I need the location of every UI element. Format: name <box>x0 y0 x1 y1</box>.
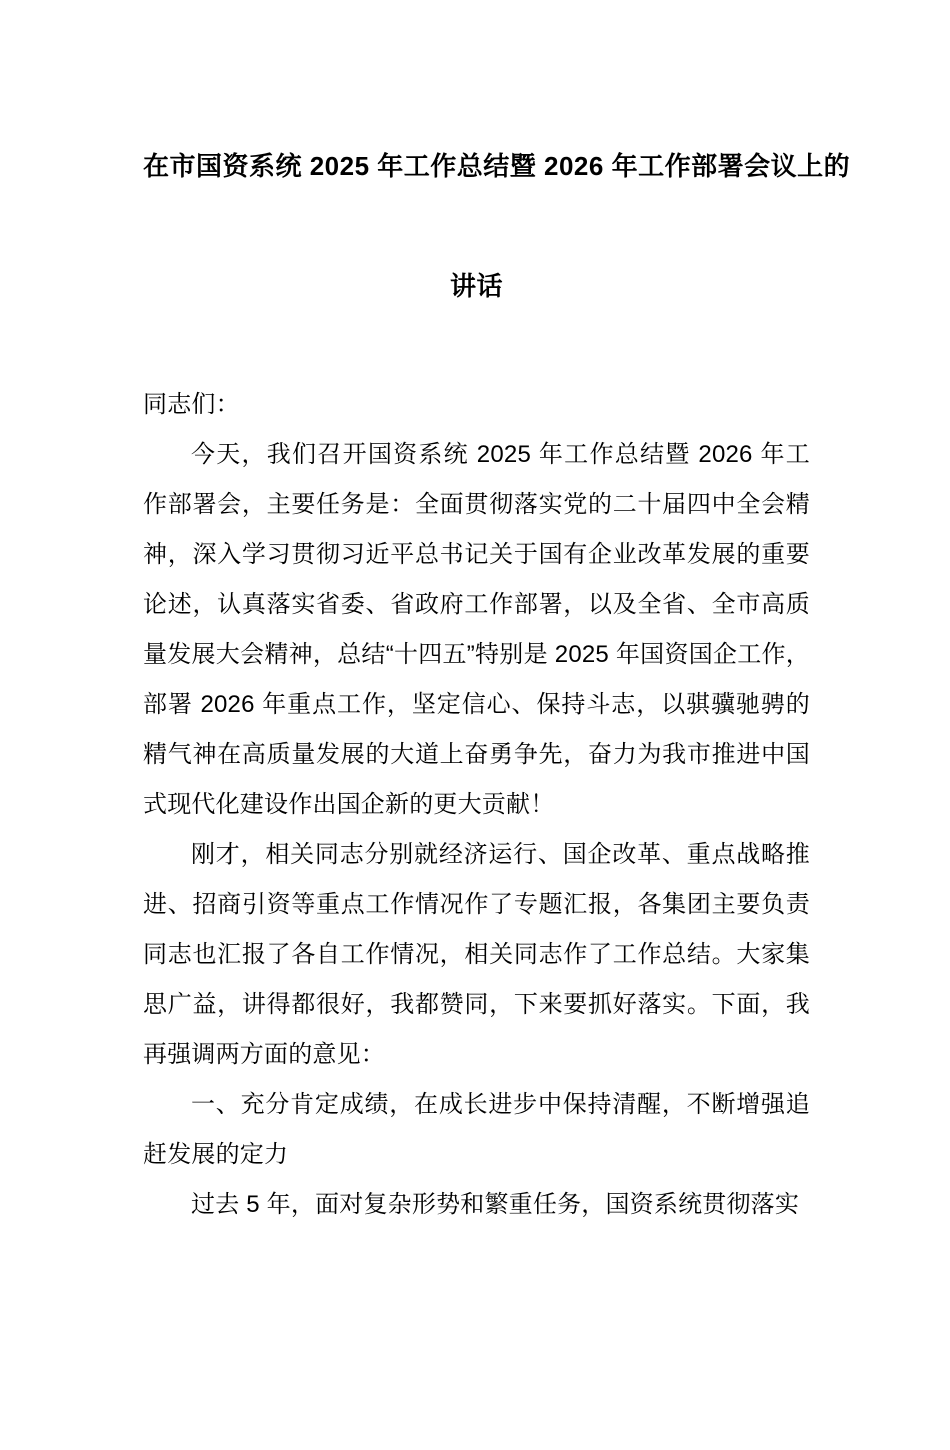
paragraph-past-five-years: 过去 5 年，面对复杂形势和繁重任务，国资系统贯彻落实 <box>191 1191 800 1218</box>
paragraph-remarks: 刚才，相关同志分别就经济运行、国企改革、重点战略推进、招商引资等重点工作情况作了专题汇报，各集团主要负责同志也汇报了各自工作情况，相关同志作了工作总结。大家集思广益，讲得都很好，我都赞同，下来要抓好落实。下面，我再强调两方面的意见： <box>143 841 810 1068</box>
paragraph-salutation: 同志们： <box>143 391 240 418</box>
paragraph-section-heading: 一、充分肯定成绩，在成长进步中保持清醒，不断增强追赶发展的定力 <box>143 1091 810 1168</box>
document-title-line-2: 讲话 <box>449 271 503 301</box>
document-body <box>0 380 950 1230</box>
document-title <box>0 106 950 346</box>
document-title-line-1: 在市国资系统 2025 年工作总结暨 2026 年工作部署会议上的 <box>143 151 851 181</box>
paragraph-opening: 今天，我们召开国资系统 2025 年工作总结暨 2026 年工作部署会，主要任务是：全面贯彻落实党的二十届四中全会精神，深入学习贯彻习近平总书记关于国有企业改革发展的重要论述，认真落实省委、省政府工作部署，以及全省、全市高质量发展大会精神，总结“十四五”特别是 2025 年国资国企工作，部署 2026 年重点工作，坚定信心、保持斗志，以骐骥驰骋的精气神在高质量发展的大道上奋勇争先，奋力为我市推进中国式现代化建设作出国企新的更大贡献！ <box>143 441 810 818</box>
document-page <box>0 106 950 1450</box>
